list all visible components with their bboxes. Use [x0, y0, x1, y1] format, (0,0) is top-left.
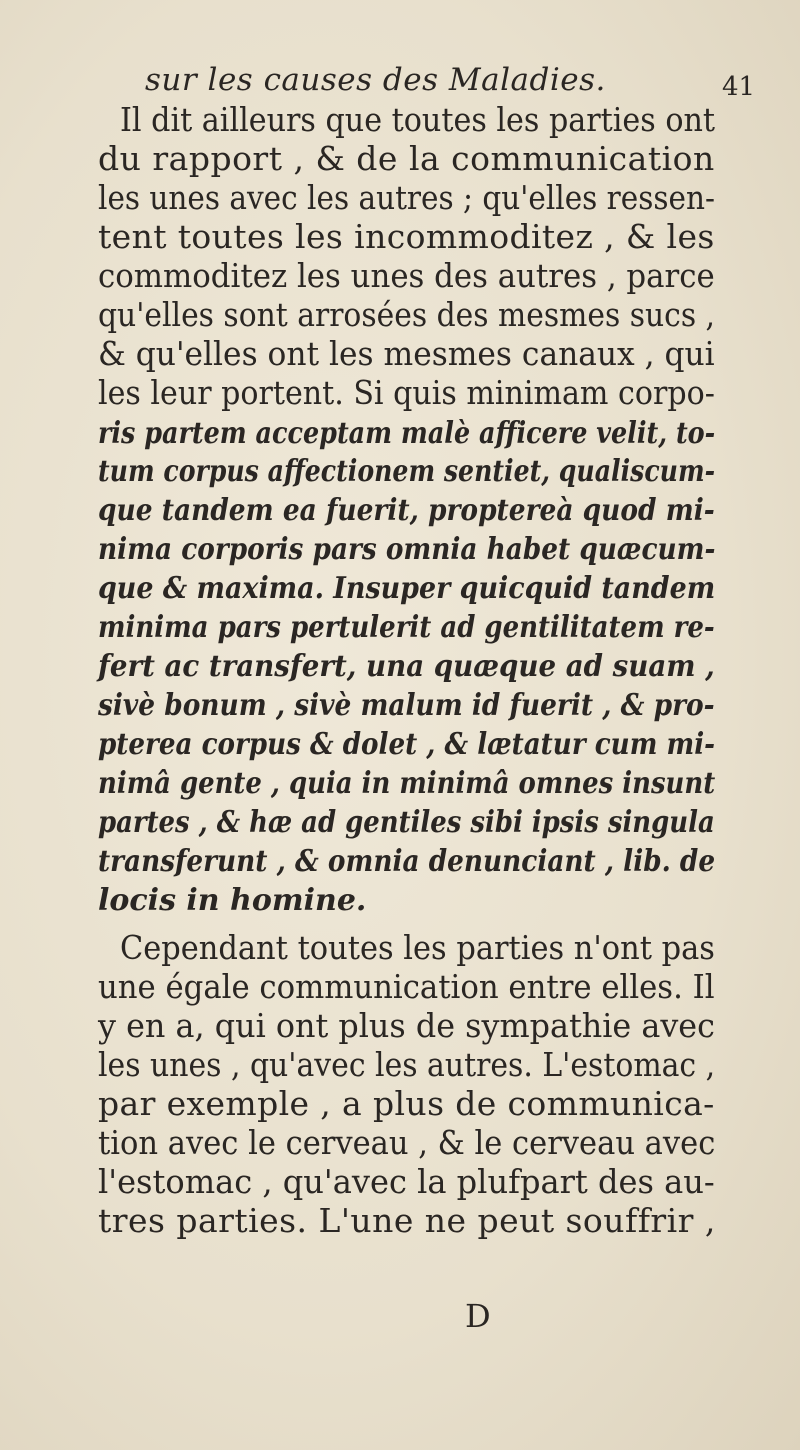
text-line-latin: que tandem ea fuerit, proptereà quod mi-	[98, 493, 715, 528]
catchword: D	[465, 1297, 491, 1335]
text-line-latin: locis in homine.	[98, 883, 367, 918]
running-head: sur les causes des Maladies.	[145, 62, 606, 98]
text-line: du rapport , & de la communication	[98, 139, 715, 178]
text-line-latin: transferunt , & omnia denunciant , lib. de	[98, 844, 716, 879]
text-line: les unes avec les autres ; qu'elles ressen-	[98, 178, 715, 217]
text-line-latin: partes , & hæ ad gentiles sibi ipsis singula	[98, 805, 715, 840]
text-line: l'estomac , qu'avec la plufpart des au-	[98, 1162, 715, 1201]
text-line-latin: nimâ gente , quia in minimâ omnes insunt	[98, 766, 716, 801]
text-line-latin: nima corporis pars omnia habet quæcum-	[98, 532, 716, 567]
text-line-latin: tum corpus affectionem sentiet, qualiscum-	[98, 454, 716, 489]
text-line: y en a, qui ont plus de sympathie avec	[98, 1006, 715, 1045]
text-line: une égale communication entre elles. Il	[98, 967, 715, 1006]
page-number: 41	[722, 72, 756, 102]
text-line-latin: ris partem acceptam malè afficere velit, to-	[98, 416, 716, 451]
text-line: tent toutes les incommoditez , & les	[98, 217, 715, 256]
text-line: les unes , qu'avec les autres. L'estomac ,	[98, 1045, 716, 1084]
text-line: qu'elles sont arrosées des mesmes sucs ,	[98, 295, 716, 334]
text-line: tres parties. L'une ne peut souffrir ,	[98, 1201, 716, 1240]
text-line-latin: sivè bonum , sivè malum id fuerit , & pro-	[98, 688, 715, 723]
text-line: commoditez les unes des autres , parce	[98, 256, 715, 295]
text-line-latin: minima pars pertulerit ad gentilitatem re-	[98, 610, 715, 645]
text-line: les leur portent. Si quis minimam corpo-	[98, 373, 715, 412]
text-line: par exemple , a plus de communica-	[98, 1084, 715, 1123]
text-line: & qu'elles ont les mesmes canaux , qui	[98, 334, 715, 373]
text-line-latin: fert ac transfert, una quæque ad suam ,	[98, 649, 715, 684]
text-line: Cependant toutes les parties n'ont pas	[120, 928, 715, 967]
text-line-latin: pterea corpus & dolet , & lætatur cum mi-	[98, 727, 716, 762]
text-line: Il dit ailleurs que toutes les parties ont	[120, 100, 716, 139]
text-line-latin: que & maxima. Insuper quicquid tandem	[98, 571, 716, 606]
text-line: tion avec le cerveau , & le cerveau avec	[98, 1123, 716, 1162]
